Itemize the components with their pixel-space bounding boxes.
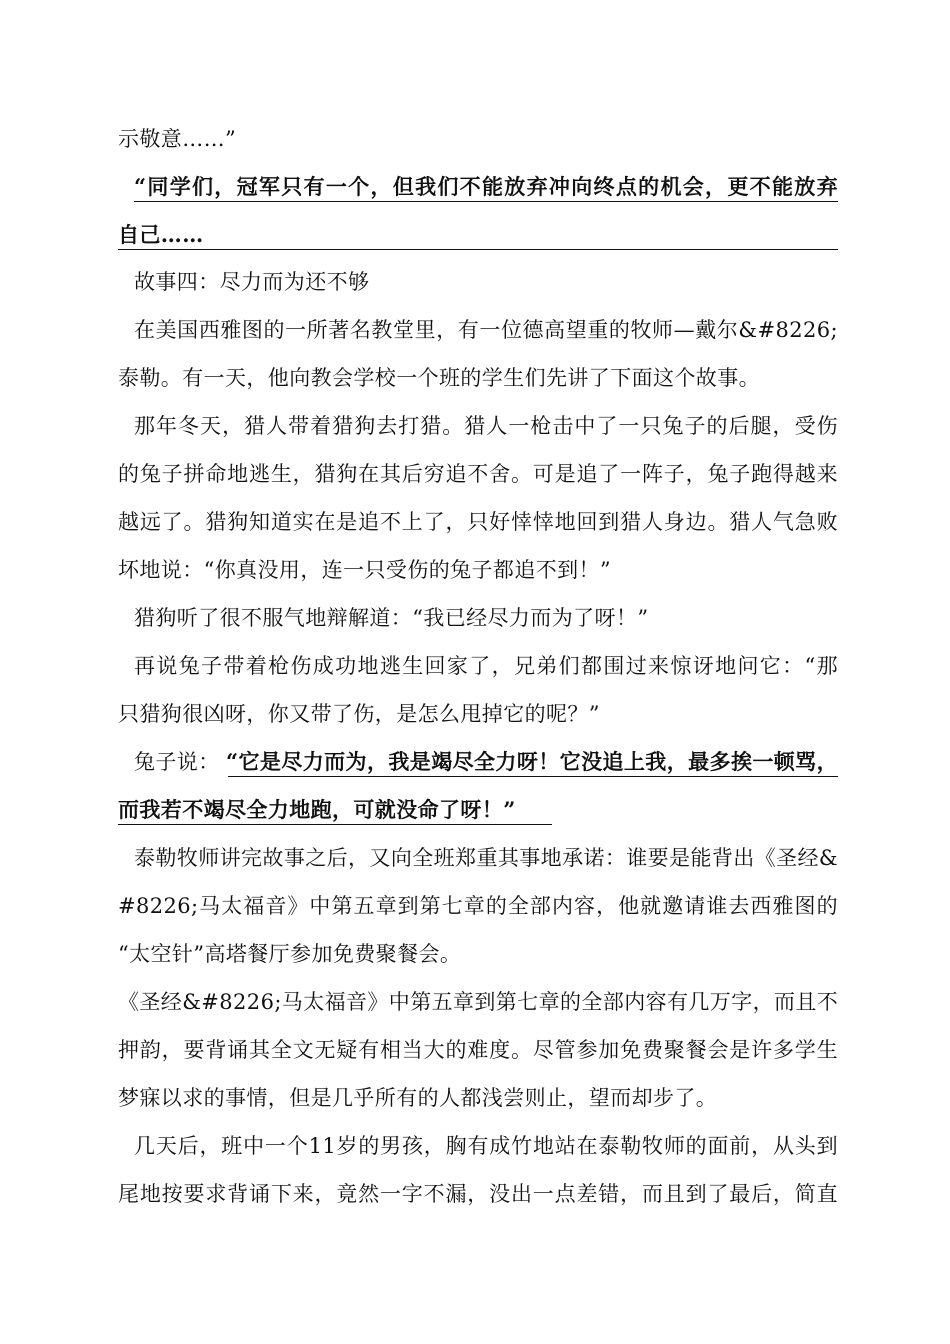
text-line-11: 猎狗听了很不服气地辩解道：“我已经尽力而为了呀！”: [134, 606, 649, 630]
bold-underlined-rabbit-quote-line-2: 而我若不竭尽全力地跑，可就没命了呀！”: [118, 797, 516, 822]
underline-rule: [118, 824, 552, 825]
underline-rule: [228, 776, 838, 777]
text-line-19: “太空针”高塔餐厅参加免费聚餐会。: [118, 942, 462, 966]
rabbit-says-label: 兔子说：: [134, 750, 220, 774]
text-line-13: 只猎狗很凶呀，你又带了伤，是怎么甩掉它的呢？”: [118, 702, 600, 726]
text-line-24: 尾地按要求背诵下来，竟然一字不漏，没出一点差错，而且到了最后，简直: [118, 1182, 838, 1206]
text-line-8: 的兔子拼命地逃生，猎狗在其后穷追不舍。可是追了一阵子，兔子跑得越来: [118, 462, 838, 486]
text-line-1: 示敬意……”: [118, 127, 237, 151]
text-line-7: 那年冬天，猎人带着猎狗去打猎。猎人一枪击中了一只兔子的后腿，受伤: [134, 414, 838, 438]
text-line-9: 越远了。猎狗知道实在是追不上了，只好悻悻地回到猎人身边。猎人气急败: [118, 510, 838, 534]
bold-underlined-quote-line-1: “同学们，冠军只有一个，但我们不能放弃冲向终点的机会，更不能放弃: [134, 174, 838, 199]
text-line-22: 梦寐以求的事情，但是几乎所有的人都浅尝则止，望而却步了。: [118, 1086, 718, 1110]
text-line-20: 《圣经&#8226;马太福音》中第五章到第七章的全部内容有几万字，而且不: [118, 990, 839, 1014]
text-line-17: 泰勒牧师讲完故事之后，又向全班郑重其事地承诺：谁要是能背出《圣经&: [134, 846, 838, 870]
text-line-12: 再说兔子带着枪伤成功地逃生回家了，兄弟们都围过来惊讶地问它：“那: [134, 654, 838, 678]
underline-rule: [118, 249, 838, 250]
story-heading: 故事四：尽力而为还不够: [134, 270, 370, 294]
text-line-18: #8226;马太福音》中第五章到第七章的全部内容，他就邀请谁去西雅图的: [118, 894, 838, 918]
text-line-10: 坏地说：“你真没用，连一只受伤的兔子都追不到！”: [118, 558, 612, 582]
text-line-21: 押韵，要背诵其全文无疑有相当大的难度。尽管参加免费聚餐会是许多学生: [118, 1038, 838, 1062]
text-line-6: 泰勒。有一天，他向教会学校一个班的学生们先讲了下面这个故事。: [118, 366, 760, 390]
underline-rule: [134, 201, 838, 202]
bold-underlined-quote-line-2: 自己……: [118, 222, 204, 247]
text-line-5: 在美国西雅图的一所著名教堂里，有一位德高望重的牧师—戴尔&#8226;: [134, 318, 838, 342]
text-line-23: 几天后，班中一个11岁的男孩，胸有成竹地站在泰勒牧师的面前，从头到: [134, 1134, 838, 1158]
bold-underlined-rabbit-quote-line-1: “它是尽力而为，我是竭尽全力呀！它没追上我，最多挨一顿骂，: [226, 749, 838, 774]
